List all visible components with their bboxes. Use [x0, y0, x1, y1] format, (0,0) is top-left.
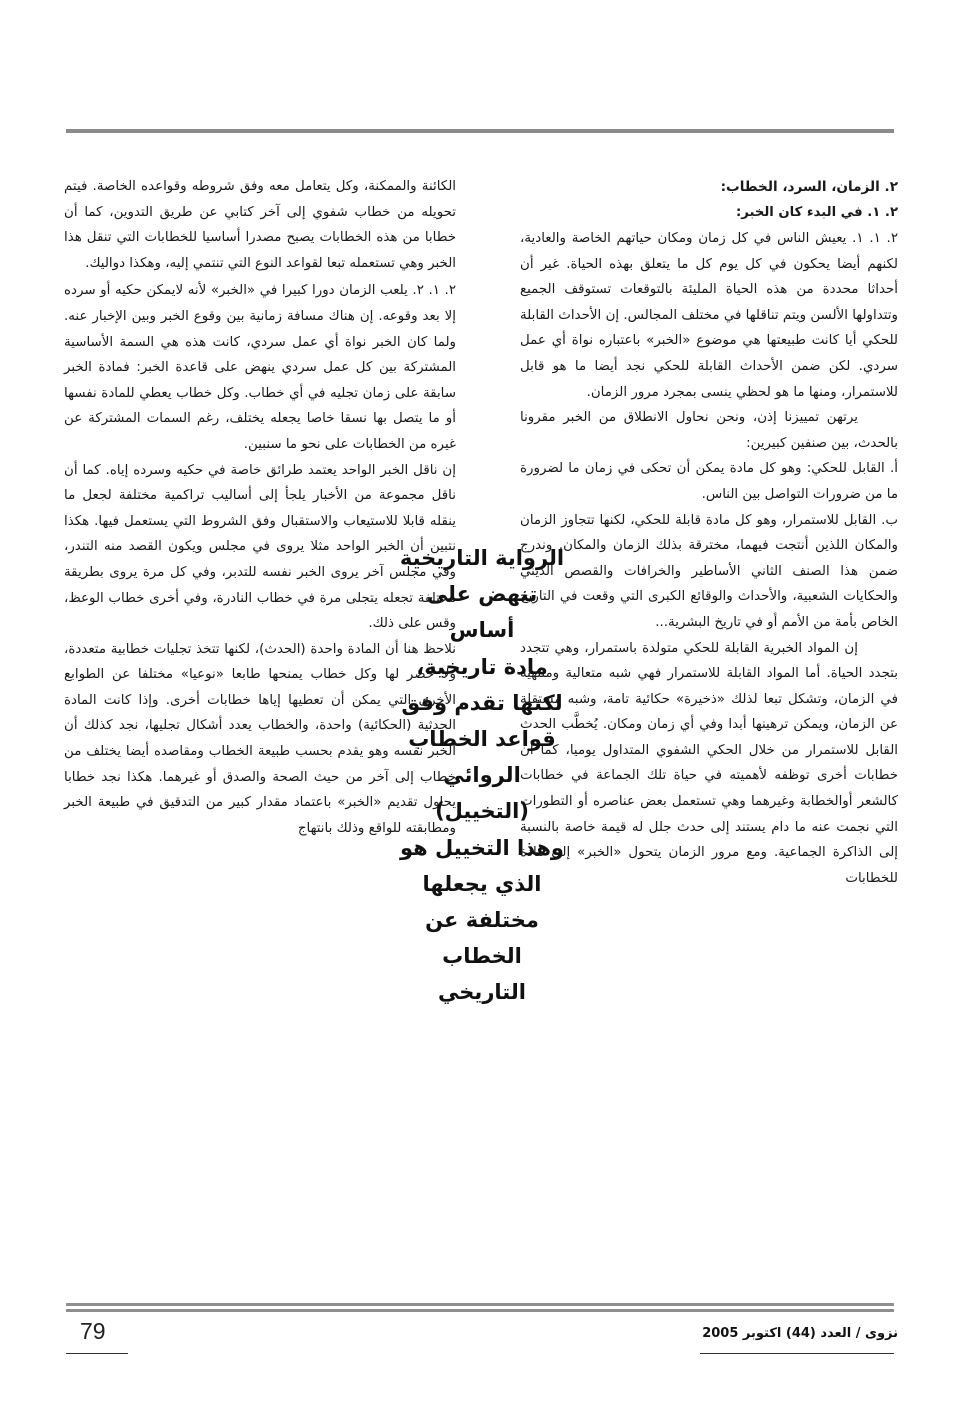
subsection-heading: ٢. ١. في البدء كان الخبر: [735, 205, 898, 220]
pull-quote-line: تنهض على أساس [426, 582, 538, 643]
footer-rule [66, 1303, 894, 1306]
pull-quote-line: الروائي (التخييل) [435, 763, 529, 824]
issue-info: نزوى / العدد (44) اكتوبر 2005 [702, 1326, 898, 1341]
footer-rule [66, 1309, 894, 1312]
paragraph: إن المواد الخبرية القابلة للحكي متولدة باستمرار، وهي تتجدد بتجدد الحياة. أما المواد القابلة للاستمرار فهي شبه متعالية ومنتهية في الزمان، وتشكل تبعا لذلك «ذخيرة» حكائية تامة، وشبه مستقلة عن الزمان، ويمكن ترهينها أبدا وفي أي زمان ومكان. يُخطَّب الحدث القابل للاستمرار من خلال الحكي الشفوي المتداول يوميا، كما أن خطابات أخرى توظفه لأهميته في حياة تلك الجماعة في خطابات كالشعر أوالخطابة وغيرهما وهي تستعمل بعض عناصره أو التطورات التي نجمت عنه ما دام يستند إلى حدث جلل له قيمة خاصة بالنسبة إلى الذاكرة الجماعية. ومع مرور الزمان يتحول «الخبر» إلى مادة للخطابات [520, 640, 898, 886]
pull-quote-line: قواعد الخطاب [408, 727, 556, 752]
paragraph: ٢. ١. ١. يعيش الناس في كل زمان ومكان حياتهم الخاصة والعادية، لكنهم أيضا يحكون في كل يوم كل ما يتعلق بهذه الحياة. غير أن أحداثا محددة من هذه الحياة المليئة بالتوقعات تستوقف الجميع وتتداولها الألسن ويتم تناقلها في مختلف المجالس. إن الأحداث القابلة للحكي أيا كانت طبيعتها هي موضوع «الخبر» باعتباره نواة أي عمل سردي. لكن ضمن الأحداث القابلة للحكي نجد أيضا ما هو قابل للاستمرار، ومنها ما هو لحظي ينسى بمجرد مرور الزمان. [520, 231, 899, 400]
paragraph: ٢. ١. ٢. يلعب الزمان دورا كبيرا في «الخبر» لأنه لايمكن حكيه أو سرده إلا بعد وقوعه. إن هناك مسافة زمانية بين وقوع الخبر وبين الإخبار عنه. ولما كان الخبر نواة أي عمل سردي، كانت هذه هي السمة الأساسية المشتركة بين كل عمل سردي ينهض على قاعدة الخبر: فمادة الخبر سابقة على زمان تجليه في أي خطاب. وكل خطاب يعطي للمادة نفسها أو ما يتصل بها نسقا خاصا يجعله يختلف، رغم السمات المشتركة عن غيره من الخطابات على نحو ما سنبين. [64, 283, 457, 452]
pull-quote-line: الذي يجعلها [422, 871, 542, 896]
section-heading: ٢. الزمان، السرد، الخطاب: [720, 179, 898, 195]
pull-quote-line: وهذا التخييل هو [400, 835, 564, 860]
list-item-b: ب. القابل للاستمرار، وهو كل مادة قابلة للحكي، لكنها تتجاوز الزمان والمكان اللذين أنتجت فيهما، مخترقة بذلك الزمان والمكان. وندرج ضمن هذا الصنف الثاني الأساطير والخرافات والقصص الديني والحكايات الشعبية، والأحداث والوقائع الكبرى التي وقعت في التاريخ الخاص بأمة من الأمم أو في تاريخ البشرية... [520, 512, 898, 630]
pull-quote-line: مادة تاريخية، [416, 654, 548, 679]
paragraph: يرتهن تمييزنا إذن، ونحن نحاول الانطلاق من الخبر مقرونا بالحدث، بين صنفين كبيرين: [520, 410, 898, 451]
issue-info-underline [700, 1353, 894, 1354]
page-number-underline [66, 1353, 128, 1354]
page-number: 79 [80, 1318, 106, 1344]
paragraph: إن ناقل الخبر الواحد يعتمد طرائق خاصة في حكيه وسرده إياه. كما أن ناقل مجموعة من الأخبار يلجأ إلى أساليب تراكمية مختلفة لجعل ما ينقله قابلا للاستيعاب والاستقبال وفق الشروط التي يستعمل فيها. هكذا نتبين أن الخبر الواحد مثلا يروى في مجلس ويكون القصد منه التندر، وفي مجلس آخر يروى الخبر نفسه للتدبر، وفي كل مرة يروى بطريقة مختلفة تجعله يتجلى مرة في خطاب النادرة، وفي أخرى خطاب الوعظ، وقس على ذلك. [64, 462, 456, 632]
pull-quote-line: لكنها تقدم وفق [401, 690, 563, 715]
paragraph: نلاحظ هنا أن المادة واحدة (الحدث)، لكنها تتخذ تجليات خطابية متعددة، ولا حصر لها وكل خطاب يمنحها طابعا «نوعيا» مختلفا عن الطوابع الأخرى التي يمكن أن تعطيها إياها خطابات أخرى. وإذا كانت المادة الحدثية (الحكائية) واحدة، والخطاب يعدد أشكال تجليها، نجد كذلك أن الخبر نفسه وهو يقدم بحسب طبيعة الخطاب ومقاصده أيضا يختلف من خطاب إلى آخر من حيث الصحة والصدق أو غيرهما. هكذا نجد خطابا يحاول تقديم «الخبر» باعتماد مقدار كبير من التدقيق في طبيعة الخبر ومطابقته للواقع وذلك بانتهاج [64, 641, 456, 836]
left-column [64, 174, 456, 841]
paragraph: الكائنة والممكنة، وكل يتعامل معه وفق شروطه وقواعده الخاصة. فيتم تحويله من خطاب شفوي إلى آخر كتابي عن طريق التدوين، كما أن خطابا من هذه الخطابات يصبح مصدرا أساسيا للخطابات التي تنقل هذا الخبر وهي تستعمله تبعا لقواعد النوع التي تنتمي إليه، وهكذا دواليك. [64, 179, 456, 271]
header-rule [66, 129, 894, 133]
pull-quote-line: مختلفة عن [425, 908, 539, 933]
list-item-a: أ. القابل للحكي: وهو كل مادة يمكن أن تحكى في زمان ما لضرورة ما من ضرورات التواصل بين الناس. [520, 461, 898, 502]
pull-quote-line: الخطاب التاريخي [438, 944, 526, 1005]
pull-quote-line: الرواية التاريخية [399, 546, 565, 570]
right-column [520, 174, 898, 891]
